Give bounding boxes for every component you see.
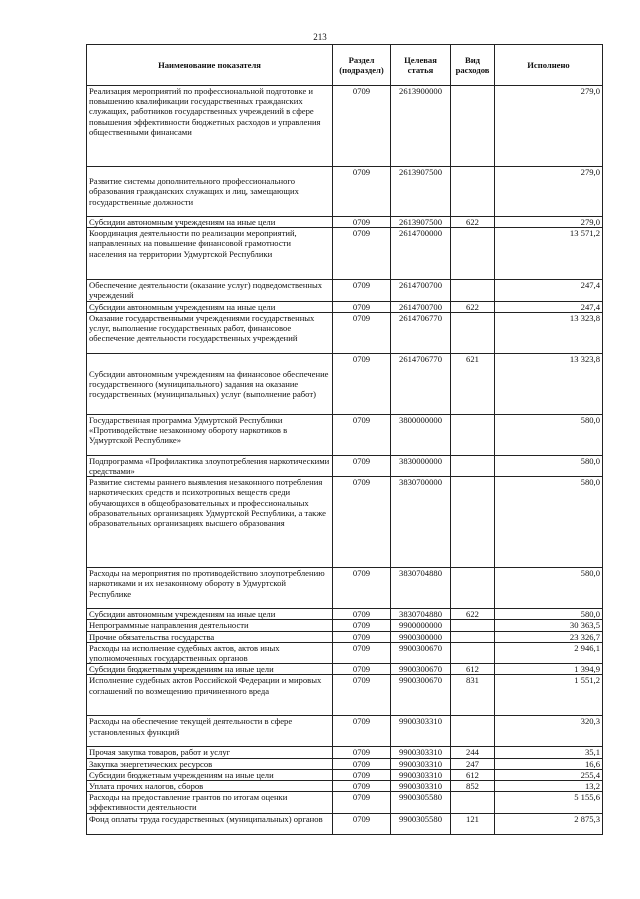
row-name: Координация деятельности по реализации мероприятий, направленных на повышение финансовой грамотности населения на территории Удмуртской Республики [87,228,333,280]
header-executed: Исполнено [495,45,603,86]
row-name: Непрограммные направления деятельности [87,620,333,631]
row-section: 0709 [333,631,391,642]
row-section: 0709 [333,228,391,280]
table-row [87,758,603,769]
table-row [87,167,603,217]
row-expense-type [451,228,495,280]
row-value: 580,0 [495,455,603,476]
row-target: 9900305580 [391,813,451,834]
row-expense-type [451,792,495,813]
row-name: Уплата прочих налогов, сборов [87,781,333,792]
row-section: 0709 [333,167,391,217]
row-expense-type: 612 [451,664,495,675]
row-target: 9900300670 [391,664,451,675]
row-expense-type [451,568,495,609]
table-row [87,792,603,813]
row-target: 9900000000 [391,620,451,631]
table-row [87,642,603,663]
row-expense-type: 247 [451,758,495,769]
row-target: 9900303310 [391,781,451,792]
row-name: Расходы на предоставление грантов по итогам оценки эффективности деятельности [87,792,333,813]
row-target: 9900303310 [391,747,451,758]
row-section: 0709 [333,642,391,663]
row-value: 2 875,3 [495,813,603,834]
row-name: Фонд оплаты труда государственных (муниципальных) органов [87,813,333,834]
row-expense-type: 831 [451,675,495,716]
table-row [87,312,603,353]
row-target: 2614700000 [391,228,451,280]
table-row [87,217,603,228]
row-section: 0709 [333,781,391,792]
row-target: 2614700700 [391,301,451,312]
row-value: 13 571,2 [495,228,603,280]
row-value: 5 155,6 [495,792,603,813]
row-value: 320,3 [495,716,603,747]
row-target: 3830700000 [391,477,451,568]
row-section: 0709 [333,747,391,758]
table-row [87,664,603,675]
row-expense-type [451,167,495,217]
table-row [87,813,603,834]
row-value: 279,0 [495,86,603,167]
row-name: Субсидии автономным учреждениям на иные цели [87,217,333,228]
row-section: 0709 [333,414,391,455]
row-name: Подпрограмма «Профилактика злоупотребления наркотическими средствами» [87,455,333,476]
row-target: 2613900000 [391,86,451,167]
row-target: 9900300670 [391,642,451,663]
row-target: 3830704880 [391,609,451,620]
row-expense-type: 244 [451,747,495,758]
row-section: 0709 [333,675,391,716]
row-value: 279,0 [495,217,603,228]
table-row [87,301,603,312]
header-section: Раздел (подраздел) [333,45,391,86]
row-target: 2614700700 [391,280,451,301]
row-target: 2614706770 [391,353,451,414]
row-target: 2614706770 [391,312,451,353]
row-section: 0709 [333,758,391,769]
row-name: Прочая закупка товаров, работ и услуг [87,747,333,758]
header-expense-type: Вид расходов [451,45,495,86]
row-value: 13,2 [495,781,603,792]
row-expense-type [451,414,495,455]
row-target: 3800000000 [391,414,451,455]
row-expense-type [451,86,495,167]
row-name: Прочие обязательства государства [87,631,333,642]
row-target: 9900300670 [391,675,451,716]
row-value: 2 946,1 [495,642,603,663]
table-row [87,781,603,792]
row-name: Государственная программа Удмуртской Республики «Противодействие незаконному обороту наркотиков в Удмуртской Республике» [87,414,333,455]
row-value: 279,0 [495,167,603,217]
row-name: Субсидии автономным учреждениям на финансовое обеспечение государственного (муниципального) задания на оказание государственных (муниципальных) услуг (выполнение работ) [87,353,333,414]
table-row [87,620,603,631]
row-section: 0709 [333,568,391,609]
row-expense-type [451,280,495,301]
row-section: 0709 [333,664,391,675]
row-value: 580,0 [495,414,603,455]
row-name: Развитие системы дополнительного профессионального образования гражданских служащих и лиц, замещающих государственные должности [87,167,333,217]
table-row [87,675,603,716]
table-row [87,716,603,747]
row-name: Субсидии бюджетным учреждениям на иные цели [87,769,333,780]
table-row [87,353,603,414]
row-target: 3830704880 [391,568,451,609]
row-target: 9900300000 [391,631,451,642]
row-value: 1 394,9 [495,664,603,675]
row-name: Реализация мероприятий по профессиональной подготовке и повышению квалификации государственных гражданских служащих, работников государственных учреждений в сфере повышения эффективности бюджетных расходов и управления общественными финансами [87,86,333,167]
row-name: Развитие системы раннего выявления незаконного потребления наркотических средств и психотропных веществ среди обучающихся в общеобразовательных и профессиональных образовательных организациях Удмуртской Республики, а также образовательных организациях высшего образования [87,477,333,568]
table-row [87,455,603,476]
row-name: Субсидии автономным учреждениям на иные цели [87,301,333,312]
row-value: 1 551,2 [495,675,603,716]
row-section: 0709 [333,792,391,813]
row-section: 0709 [333,280,391,301]
row-expense-type [451,716,495,747]
row-section: 0709 [333,301,391,312]
budget-execution-table [86,44,603,835]
table-row [87,747,603,758]
row-target: 3830000000 [391,455,451,476]
header-target: Целевая статья [391,45,451,86]
row-value: 580,0 [495,568,603,609]
row-target: 9900303310 [391,769,451,780]
row-expense-type: 622 [451,217,495,228]
table-row [87,414,603,455]
row-name: Обеспечение деятельности (оказание услуг) подведомственных учреждений [87,280,333,301]
row-expense-type: 121 [451,813,495,834]
row-expense-type: 612 [451,769,495,780]
row-expense-type: 622 [451,609,495,620]
table-row [87,280,603,301]
page-number: 213 [313,32,327,42]
row-value: 16,6 [495,758,603,769]
row-value: 580,0 [495,609,603,620]
row-name: Исполнение судебных актов Российской Федерации и мировых соглашений по возмещению причиненного вреда [87,675,333,716]
table-row [87,609,603,620]
row-expense-type [451,620,495,631]
header-name: Наименование показателя [87,45,333,86]
row-target: 2613907500 [391,167,451,217]
row-value: 35,1 [495,747,603,758]
table-body [87,86,603,835]
row-target: 9900303310 [391,758,451,769]
row-section: 0709 [333,353,391,414]
row-expense-type [451,455,495,476]
row-section: 0709 [333,769,391,780]
row-value: 13 323,8 [495,312,603,353]
row-value: 255,4 [495,769,603,780]
row-expense-type: 621 [451,353,495,414]
row-name: Закупка энергетических ресурсов [87,758,333,769]
row-section: 0709 [333,217,391,228]
row-section: 0709 [333,609,391,620]
row-section: 0709 [333,312,391,353]
table-row [87,769,603,780]
row-section: 0709 [333,477,391,568]
row-name: Оказание государственными учреждениями государственных услуг, выполнение государственных работ, финансовое обеспечение деятельности государственных учреждений [87,312,333,353]
row-target: 9900305580 [391,792,451,813]
row-expense-type: 622 [451,301,495,312]
row-name: Расходы на мероприятия по противодействию злоупотреблению наркотиками и их незаконному обороту в Удмуртской Республике [87,568,333,609]
row-name: Расходы на исполнение судебных актов, актов иных уполномоченных государственных органов [87,642,333,663]
row-target: 9900303310 [391,716,451,747]
row-section: 0709 [333,455,391,476]
row-value: 23 326,7 [495,631,603,642]
table-header-row [87,45,603,86]
row-expense-type [451,642,495,663]
table-row [87,477,603,568]
row-section: 0709 [333,716,391,747]
row-expense-type [451,312,495,353]
row-expense-type [451,477,495,568]
row-section: 0709 [333,813,391,834]
row-name: Субсидии бюджетным учреждениям на иные цели [87,664,333,675]
row-section: 0709 [333,620,391,631]
row-expense-type [451,631,495,642]
row-name: Субсидии автономным учреждениям на иные цели [87,609,333,620]
table-row [87,631,603,642]
row-value: 247,4 [495,280,603,301]
row-value: 247,4 [495,301,603,312]
table-row [87,228,603,280]
row-section: 0709 [333,86,391,167]
row-value: 580,0 [495,477,603,568]
row-target: 2613907500 [391,217,451,228]
row-name: Расходы на обеспечение текущей деятельности в сфере установленных функций [87,716,333,747]
row-value: 30 363,5 [495,620,603,631]
row-value: 13 323,8 [495,353,603,414]
table-row [87,568,603,609]
row-expense-type: 852 [451,781,495,792]
table-row [87,86,603,167]
